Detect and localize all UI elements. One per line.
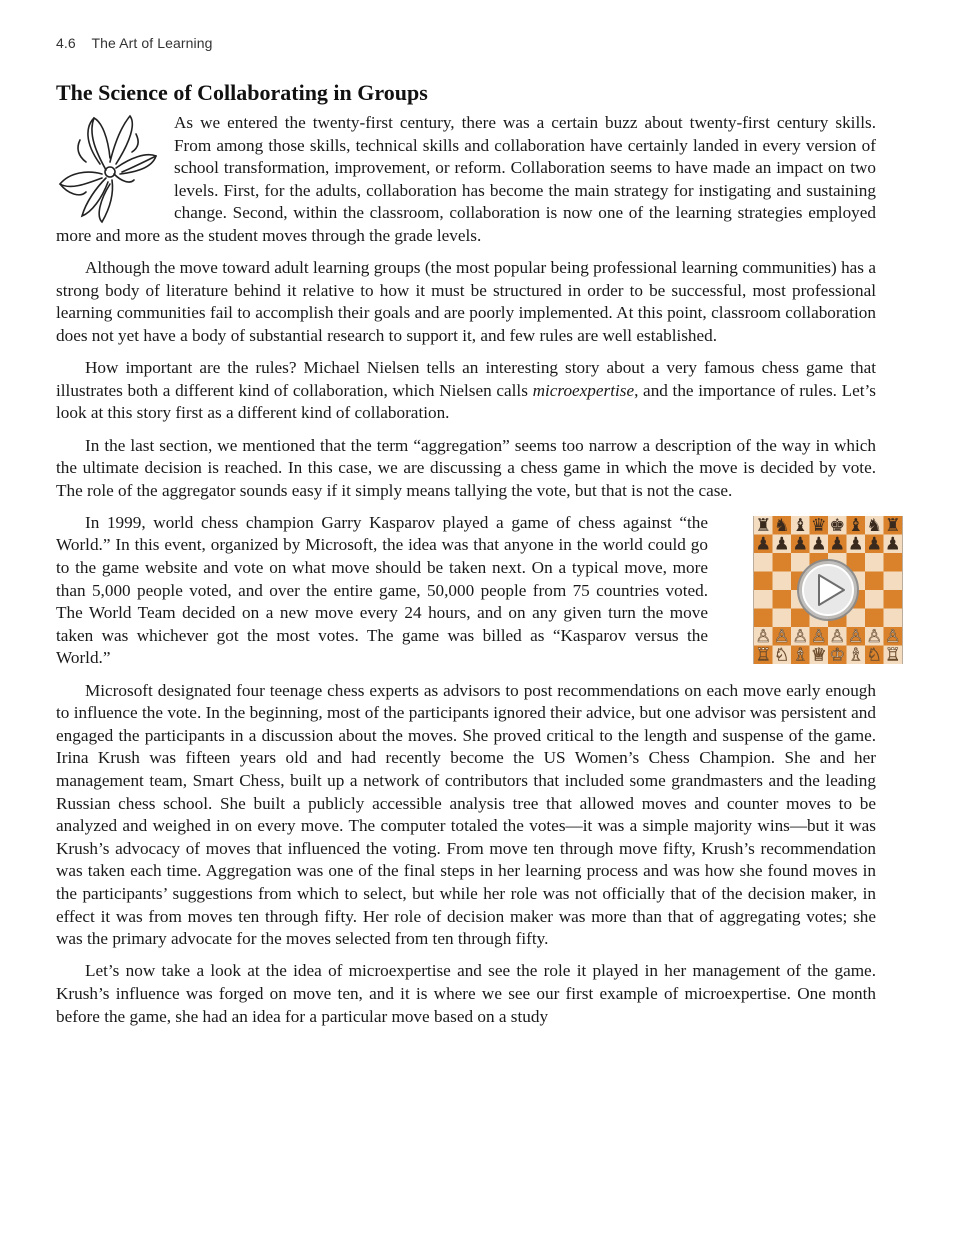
chess-piece-icon: ♟ [829, 534, 846, 555]
paragraph-7: Let’s now take a look at the idea of microexpertise and see the role it played in her management of the game. Krush’s influence was forged on move ten, and it is where we see our first example of microexpertise. One month before the game, she had an idea for a particular move based on a study [56, 961, 876, 1026]
board-square [754, 571, 773, 590]
chess-piece-icon: ♜ [755, 516, 772, 537]
chess-piece-icon: ♙ [755, 627, 772, 648]
section-title: The Science of Collaborating in Groups [56, 80, 428, 105]
chess-piece-icon: ♝ [792, 516, 809, 537]
board-square [754, 553, 773, 572]
chess-piece-icon: ♘ [773, 645, 790, 664]
chess-piece-icon: ♙ [810, 627, 827, 648]
paragraph-4: In the last section, we mentioned that the term “aggregation” seems too narrow a description of the way in which the ultimate decision is reached. In this case, we are discussing a chess game in which the move is decided by vote. The role of the aggregator sounds easy if it simply means tallying the vote, but that is not the case. [56, 435, 876, 500]
chess-piece-icon: ♗ [792, 645, 809, 664]
chess-piece-icon: ♟ [755, 534, 772, 555]
chess-piece-icon: ♟ [884, 534, 901, 555]
term-microexpertise: microexpertise [532, 380, 635, 400]
chess-piece-icon: ♝ [847, 516, 864, 537]
board-square [773, 608, 792, 627]
paragraph-5 [56, 512, 901, 670]
chess-piece-icon: ♙ [829, 627, 846, 648]
chess-piece-icon: ♛ [810, 516, 827, 537]
board-square [773, 571, 792, 590]
chessboard-play-icon[interactable] [722, 516, 901, 664]
chess-piece-icon: ♕ [810, 645, 827, 664]
chess-piece-icon: ♙ [866, 627, 883, 648]
chess-piece-icon: ♟ [773, 534, 790, 555]
chess-piece-icon: ♟ [866, 534, 883, 555]
paragraph-3-text-a: How important are the rules? Michael Nielsen tells an interesting story about a very famous chess game that illustrates both a different kind of collaboration, which Nielsen calls [56, 358, 876, 400]
board-square [773, 553, 792, 572]
chess-piece-icon: ♗ [847, 645, 864, 664]
body-text [56, 112, 901, 1038]
board-square [884, 553, 903, 572]
chess-piece-icon: ♙ [773, 627, 790, 648]
chess-piece-icon: ♟ [792, 534, 809, 555]
paragraph-2: Although the move toward adult learning groups (the most popular being professional learning communities) has a strong body of literature behind it relative to how it must be structured in order to be successful, most professional learning communities fail to accomplish their goals and are poorly implemented. At this point, classroom collaboration does not yet have a body of substantial research to support it, and few rules are well established. [56, 258, 876, 345]
book-title: The Art of Learning [91, 35, 213, 51]
paragraph-3 [56, 357, 876, 425]
board-square [884, 571, 903, 590]
page-number: 4.6 [56, 35, 76, 51]
play-button[interactable] [798, 560, 858, 620]
chess-piece-icon: ♖ [755, 645, 772, 664]
chess-piece-icon: ♙ [884, 627, 901, 648]
board-square [865, 553, 884, 572]
chess-piece-icon: ♚ [829, 516, 846, 537]
paragraph-3-text-b: , and the importance of rules. Let’s look at this story first as a different kind of collaboration. [56, 380, 876, 423]
paragraph-1-text: As we entered the twenty-first century, there was a certain buzz about twenty-first century skills. From among those skills, technical skills and collaboration have certainly landed in every version of school transformation, improvement, or reform. Collaboration seems to have made an impact on two levels. First, for the adults, collaboration has become the main strategy for instigating and sustaining change. Second, within the classroom, collaboration is now one of the learning strategies employed more and more as the student moves through the grade levels. [56, 113, 876, 245]
paragraph-6: Microsoft designated four teenage chess experts as advisors to post recommendations on each move early enough to influence the vote. In the beginning, most of the participants ignored their advice, but one advisor was persistent and engaged the participants in a discussion about the moves. She proved critical to the length and suspense of the game. Irina Krush was fifteen years old and had recently become the US Women’s Chess Champion. She and her management team, Smart Chess, built up a network of contributors that included some grandmasters and the leading Russian chess school. She built a publicly accessible analysis tree that allowed moves and counter moves to be analyzed and weighed in on every move. The computer totaled the votes—it was a simple majority wins—but it was Krush’s advocacy of moves that influenced the voting. From move ten through move fifty, Krush’s recommendation was taken each time. Aggregation was one of the final steps in her learning process and was how she found moves in the participants’ suggestions from which to select, but while her role was not officially that of the decision maker, in effect it was from moves ten through fifty. Her role of decision maker was more than that of aggregating votes; she was the primary advocate for the moves selected from ten through fifty. [56, 680, 876, 949]
paragraph-1 [56, 112, 876, 248]
chess-piece-icon: ♙ [847, 627, 864, 648]
chess-piece-icon: ♖ [884, 645, 901, 664]
chess-piece-icon: ♞ [866, 516, 883, 537]
running-header [56, 35, 213, 51]
paragraph-5-text: In 1999, world chess champion Garry Kasparov played a game of chess against “the World.” In this event, organized by Microsoft, the idea was that anyone in the world could go to the game website and vote on what move should be taken next. On a typical move, more than 5,000 people voted, and over the entire game, 50,000 people from 75 countries voted. The World Team decided on a new move every 24 hours, and on any given turn the move taken was whichever got the most votes. The game was billed as “Kasparov versus the World.” [56, 512, 708, 668]
chess-piece-icon: ♙ [792, 627, 809, 648]
chessboard-svg[interactable] [751, 516, 905, 664]
chess-piece-icon: ♘ [866, 645, 883, 664]
board-square [865, 571, 884, 590]
board-square [884, 590, 903, 609]
board-square [865, 590, 884, 609]
board-square [884, 608, 903, 627]
chess-piece-icon: ♜ [884, 516, 901, 537]
chess-piece-icon: ♞ [773, 516, 790, 537]
chess-piece-icon: ♟ [810, 534, 827, 555]
board-square [754, 608, 773, 627]
board-square [754, 590, 773, 609]
flower-icon [56, 112, 164, 224]
board-square [773, 590, 792, 609]
chess-piece-icon: ♔ [829, 645, 846, 664]
chess-piece-icon: ♟ [847, 534, 864, 555]
board-square [865, 608, 884, 627]
